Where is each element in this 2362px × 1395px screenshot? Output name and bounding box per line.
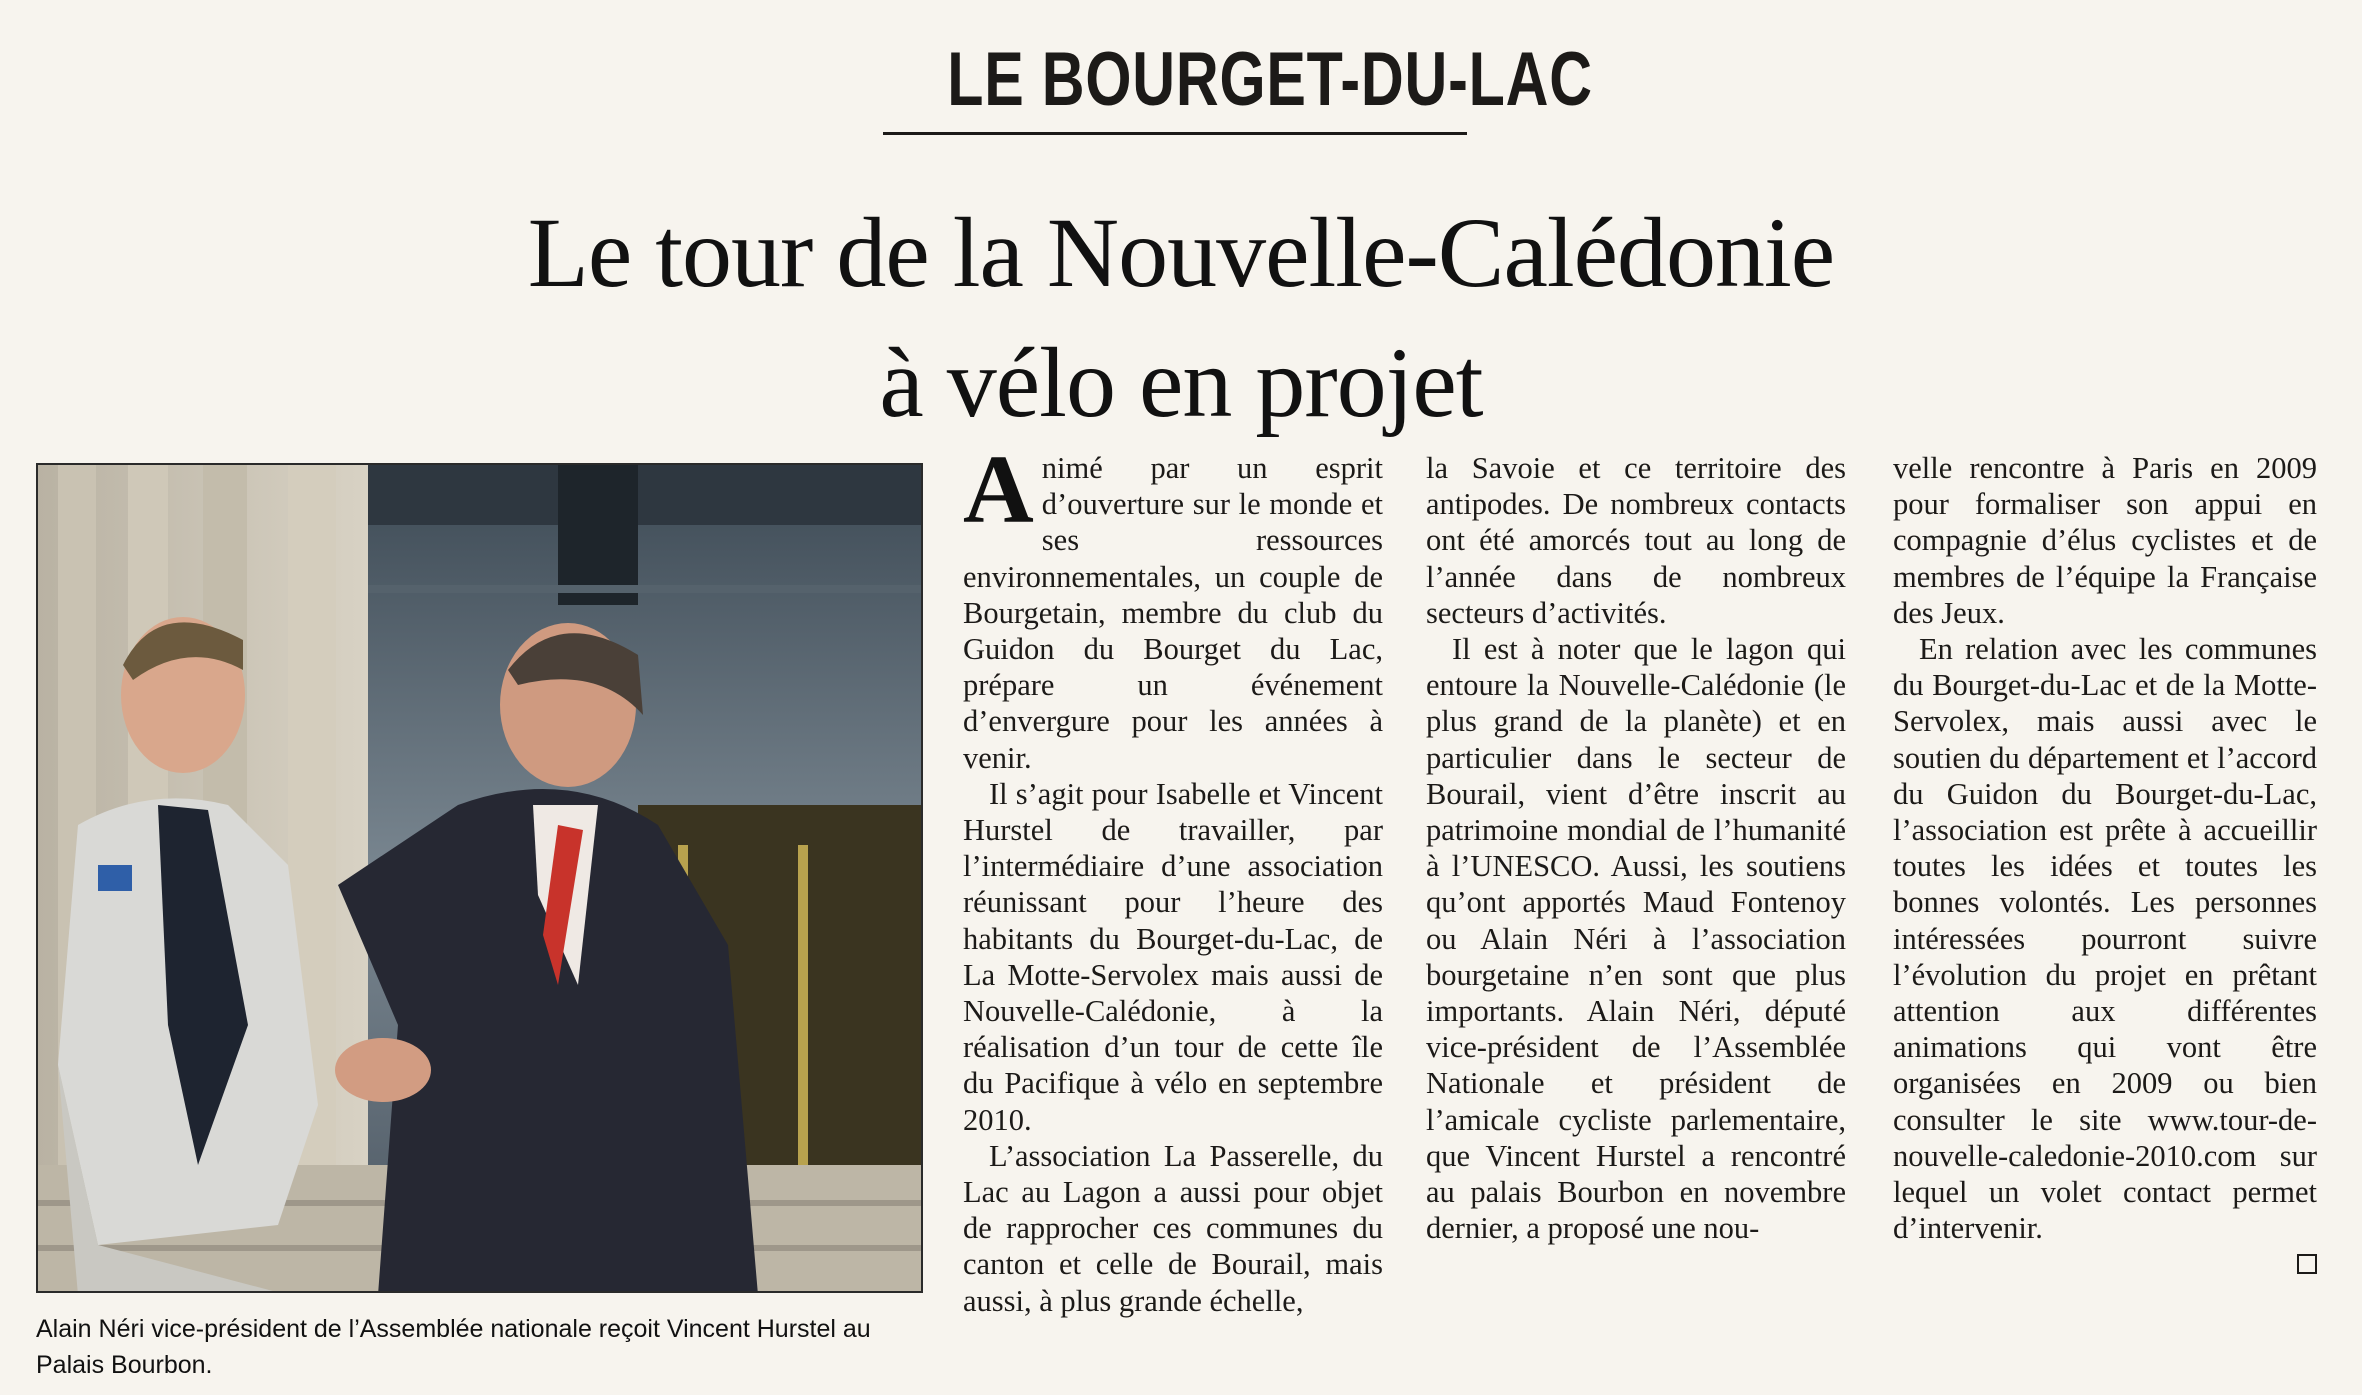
headline-line-1: Le tour de la Nouvelle-Calédonie [527, 197, 1835, 308]
paragraph-1: nimé par un esprit d’ouverture sur le monde et ses ressources environnementales, un couple de Bourgetain, membre du club du Guidon du Bourget du Lac, prépare un événement d’envergure pour les années à venir. [963, 451, 1383, 775]
paragraph-4: Il est à noter que le lagon qui entoure la Nouvelle-Calédonie (le plus grand de la planète) et en particulier dans le secteur de Bourail, vient d’être inscrit au patrimoine mondial de l’humanité à l’UNESCO. Aussi, les soutiens qu’ont apportés Maud Fontenoy ou Alain Néri à l’association bourgetaine n’en sont que plus importants. Alain Néri, député vice-président de l’Assemblée Nationale et président de l’amicale cycliste parlementaire, que Vincent Hurstel a rencontré au palais Bourbon en novembre dernier, a proposé une nou- [1426, 632, 1846, 1246]
photo-caption: Alain Néri vice-président de l’Assemblée nationale reçoit Vincent Hurstel au Palais Bourbon. [36, 1315, 871, 1379]
photo-two-men-handshake [38, 465, 923, 1293]
paragraph-3-continued: la Savoie et ce territoire des antipodes. De nombreux contacts ont été amorcés tout au long de l’année dans de nombreux secteurs d’activités. [1426, 451, 1846, 630]
section-kicker [883, 30, 1593, 135]
headline-line-2: à vélo en projet [879, 327, 1483, 438]
article-column-1 [963, 436, 1383, 1319]
paragraph-4-continued: velle rencontre à Paris en 2009 pour formaliser son appui en compagnie d’élus cyclistes et de membres de l’équipe la Française des Jeux. [1893, 451, 2317, 630]
article-photo [36, 463, 923, 1293]
section-kicker-text: LE BOURGET-DU-LAC [947, 37, 1593, 122]
article-column-2 [1426, 450, 1846, 1246]
paragraph-2: Il s’agit pour Isabelle et Vincent Hurstel de travailler, par l’intermédiaire d’une association réunissant pour l’heure des habitants du Bourget-du-Lac, de La Motte-Servolex mais aussi de Nouvelle-Calédonie, à la réalisation d’un tour de cette île du Pacifique à vélo en septembre 2010. [963, 776, 1383, 1137]
end-of-article-icon [2297, 1254, 2317, 1274]
drop-cap: A [963, 436, 1034, 544]
paragraph-3: L’association La Passerelle, du Lac au Lagon a aussi pour objet de rapprocher ces communes du canton et celle de Bourail, mais aussi, à plus grande échelle, [963, 1138, 1383, 1318]
paragraph-5: En relation avec les communes du Bourget-du-Lac et de la Motte-Servolex, mais aussi avec le soutien du département et l’accord du Guidon du Bourget-du-Lac, l’association est prête à accueillir toutes les idées et toutes les bonnes volontés. Les personnes intéressées pourront suivre l’évolution du projet en prêtant attention aux différentes animations qui vont être organisées en 2009 ou bien consulter le site www.tour-de-nouvelle-caledonie-2010.com sur lequel un volet contact permet d’intervenir. [1893, 632, 2317, 1246]
article-column-3 [1893, 450, 2317, 1274]
headline [300, 188, 2062, 448]
